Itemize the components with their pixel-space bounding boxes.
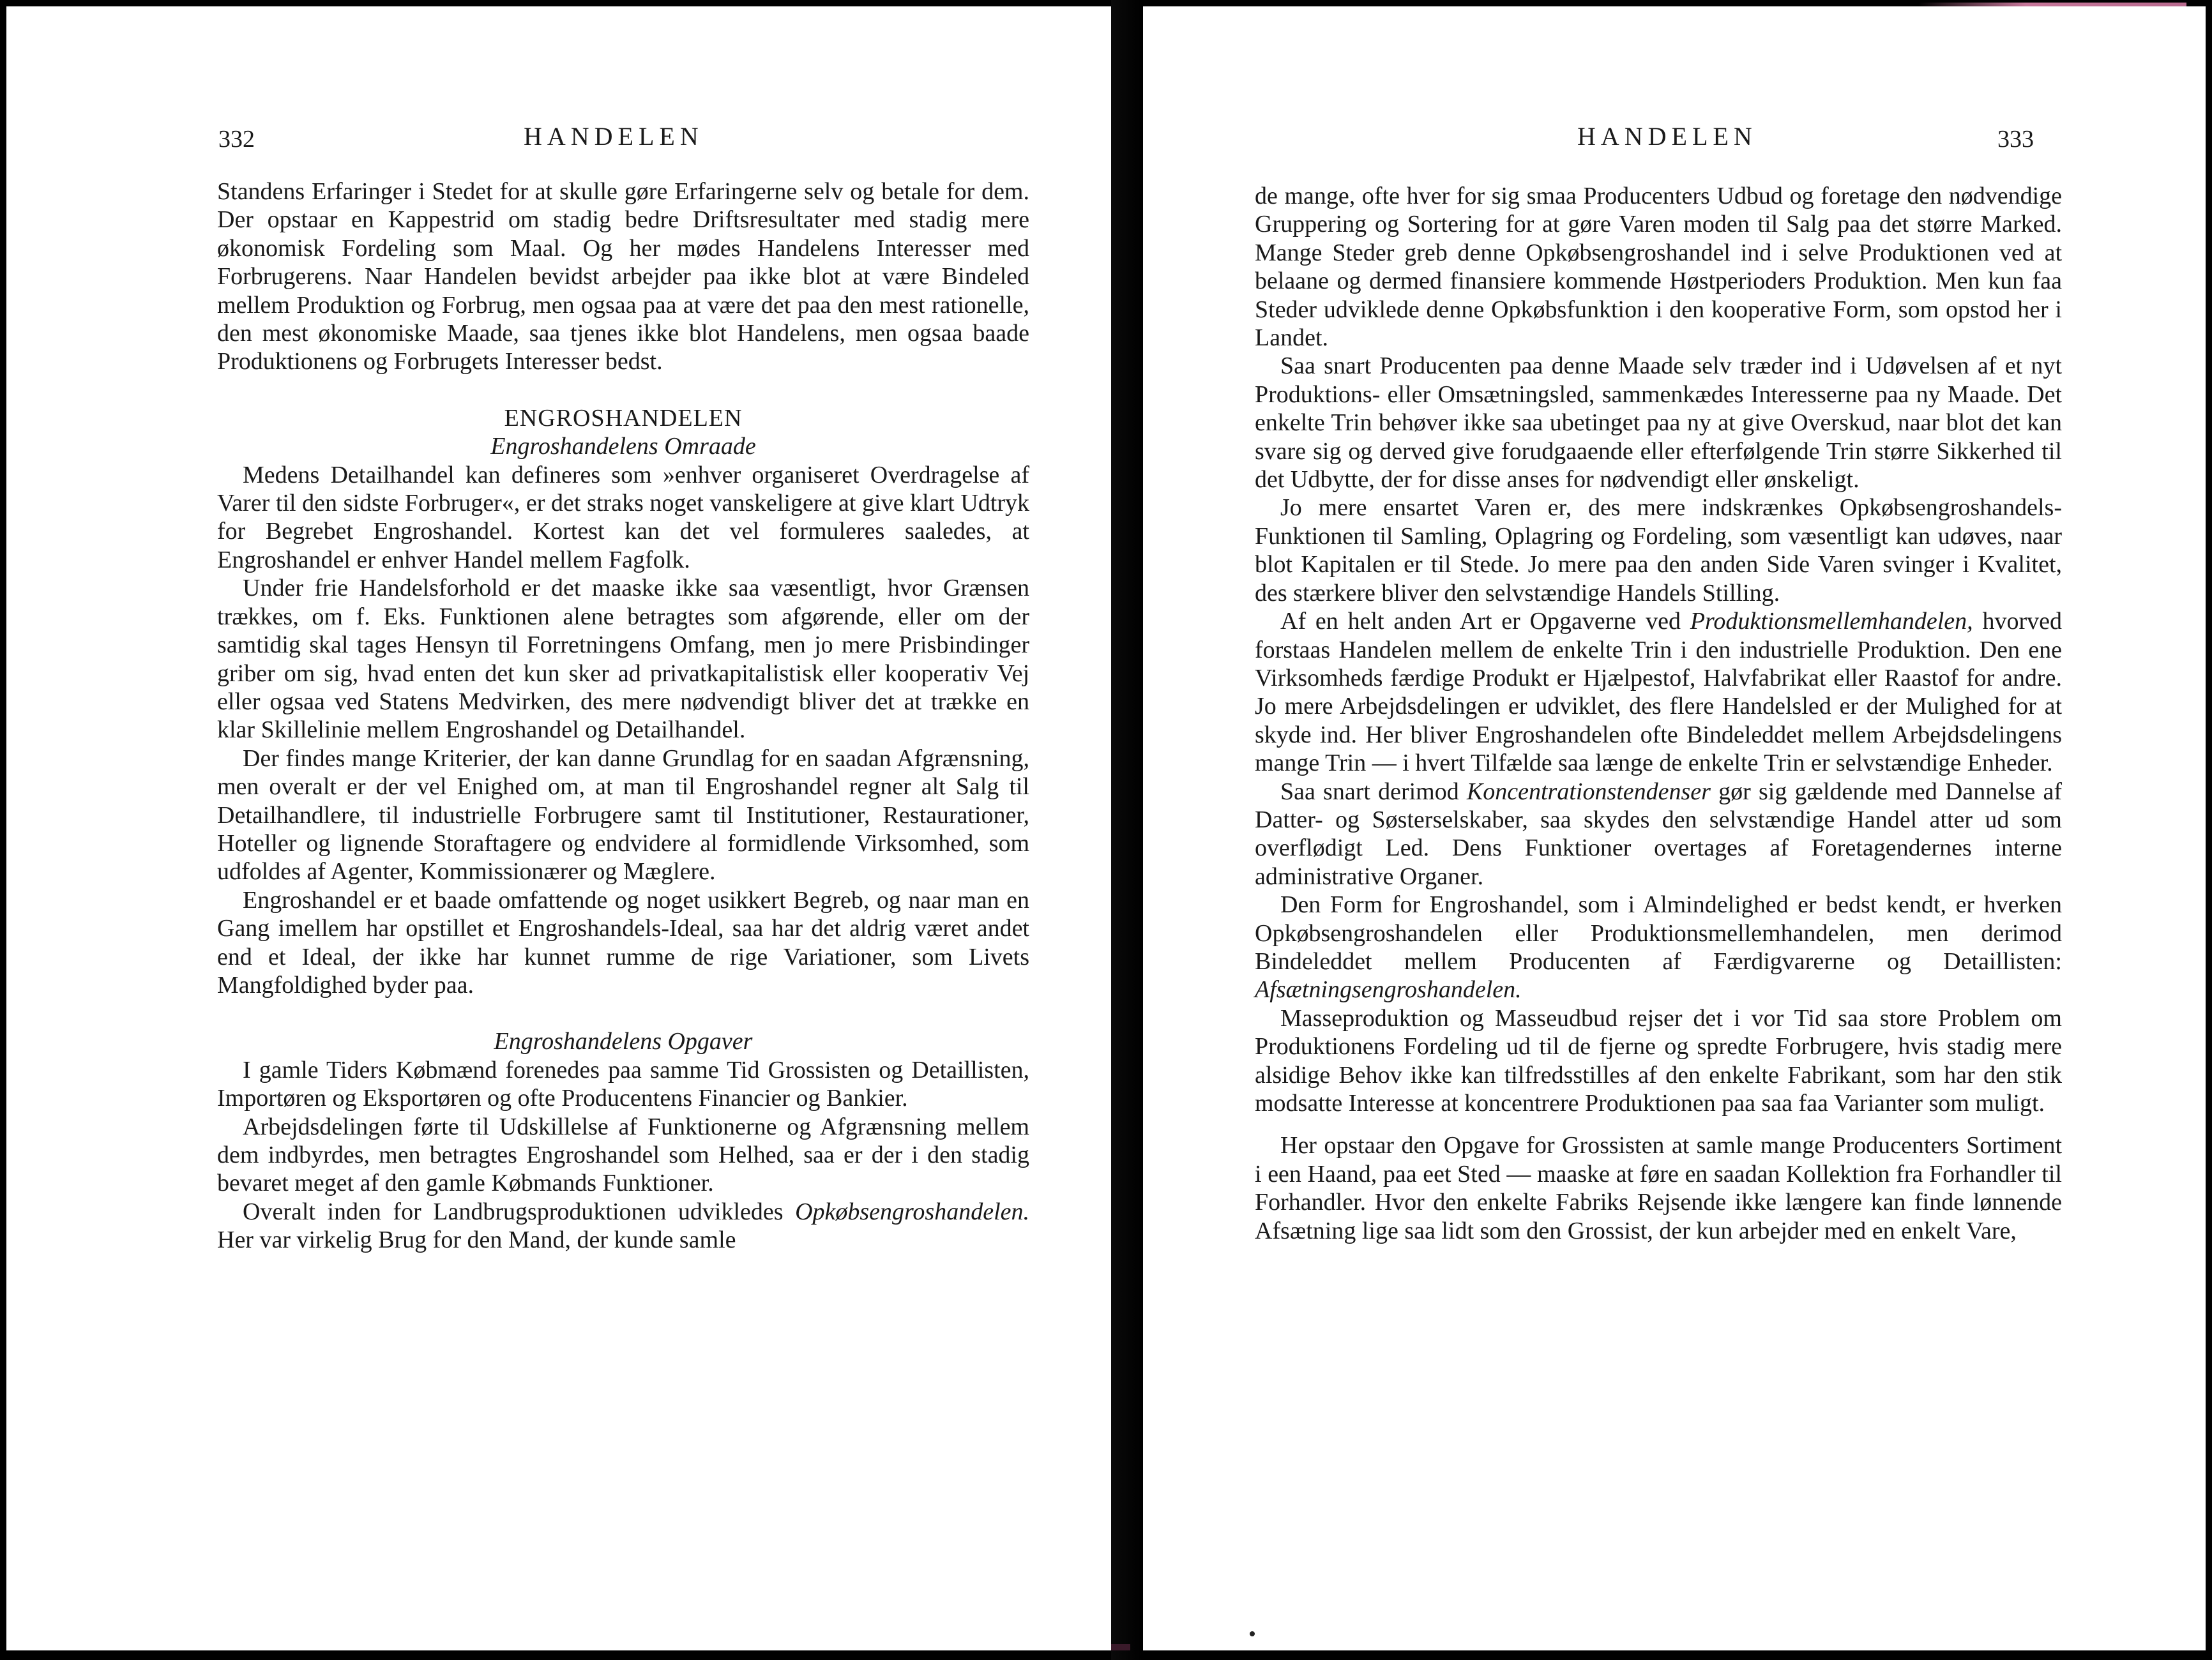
- left-page: [6, 6, 1111, 1650]
- paragraph: Overalt inden for Landbrugsproduktionen udvikledes Opkøbsengroshandelen. Her var virkelig Brug for den Mand, der kunde samle: [217, 1198, 1029, 1254]
- ink-spot: [1250, 1631, 1255, 1636]
- paragraph: Jo mere ensartet Varen er, des mere indskrænkes Opkøbsengroshandels-Funktionen til Samling, Oplagring og Fordeling, som væsentligt kan udøves, naar blot Kapitalen er til Stede. Jo mere paa den anden Side Varen svinger i Kvalitet, des stærkere bliver den selvstændige Handels Stilling.: [1255, 494, 2062, 607]
- page-number: 333: [1997, 126, 2034, 153]
- paragraph: Af en helt anden Art er Opgaverne ved Produktionsmellemhandelen, hvorved forstaas Handelen mellem de enkelte Trin i den industrielle Produktion. Den ene Virksomheds færdige Produkt er Hjælpestof, Halvfabrikat eller Raastof for andre. Jo mere Arbejdsdelingen er udviklet, des flere Handelsled er der Mulighed for at skyde ind. Her bliver Engroshandelen ofte Bindeleddet mellem Arbejdsdelingens mange Trin — i hvert Tilfælde saa længe de enkelte Trin er selvstændige Enheder.: [1255, 608, 2062, 777]
- page-number: 332: [218, 126, 255, 153]
- paragraph: de mange, ofte hver for sig smaa Producenters Udbud og foretage den nødvendige Gruppering og Sortering for at gøre Varen moden til Salg paa det større Marked. Mange Steder greb denne Opkøbsengroshandel ind i selve Produktionen ved at belaane og dermed finansiere kommende Høstperioders Produktion. Men kun faa Steder udviklede denne Opkøbsfunktion i den kooperative Form, som opstod her i Landet.: [1255, 183, 2062, 352]
- subheading: Engroshandelens Opgaver: [494, 1028, 753, 1055]
- section-heading: ENGROSHANDELEN: [504, 404, 743, 432]
- running-head: HANDELEN: [1577, 122, 1757, 151]
- paragraph: Saa snart derimod Koncentrationstendenser gør sig gældende med Dannelse af Datter- og Søsterselskaber, saa skydes den selvstændige Handel atter ud som overflødigt Led. Dens Funktioner overtages af Foretagendernes interne administrative Organer.: [1255, 778, 2062, 890]
- paragraph: Her opstaar den Opgave for Grossisten at samle mange Producenters Sortiment i een Haand, paa eet Sted — maaske at føre en saadan Kollektion fra Forhandler til Forhandler. Hvor den enkelte Fabriks Rejsende ikke længere kan finde lønnende Afsætning lige saa lidt som den Grossist, der kun arbejder med en enkelt Vare,: [1255, 1132, 2062, 1244]
- subheading: Engroshandelens Omraade: [490, 433, 756, 460]
- body-text: [1255, 182, 2062, 1245]
- paragraph: Arbejdsdelingen førte til Udskillelse af Funktionerne og Afgrænsning mellem dem indbyrdes, men betragtes Engroshandel som Helhed, saa er der i den stadig bevaret meget af den gamle Købmands Funktioner.: [217, 1113, 1029, 1197]
- paragraph: Under frie Handelsforhold er det maaske ikke saa væsentligt, hvor Grænsen trækkes, om f. Eks. Funktionen alene betragtes som afgørende, eller om der samtidig skal tages Hensyn til Forretningens Omfang, men jo mere Prisbindinger griber om sig, hvad enten det kun sker ad privatkapitalistisk eller kooperativ Vej eller ogsaa ved Statens Medvirken, des mere nødvendigt bliver det at trække en klar Skillelinie mellem Engroshandel og Detailhandel.: [217, 575, 1029, 744]
- paragraph: I gamle Tiders Købmænd forenedes paa samme Tid Grossisten og Detaillisten, Importøren og Eksportøren og ofte Producentens Financier og Bankier.: [217, 1056, 1029, 1112]
- book-gutter: [1111, 0, 1143, 1660]
- right-page: [1143, 6, 2206, 1650]
- paragraph: Medens Detailhandel kan defineres som »enhver organiseret Overdragelse af Varer til den sidste Forbruger«, er det straks noget vanskeligere at give klart Udtryk for Begrebet Engroshandel. Kortest kan det vel formuleres saaledes, at Engroshandel er enhver Handel mellem Fagfolk.: [217, 461, 1029, 573]
- paragraph: Standens Erfaringer i Stedet for at skulle gøre Erfaringerne selv og betale for dem. Der opstaar en Kappestrid om stadig bedre Driftsresultater med stadig mere økonomisk Fordeling som Maal. Og her mødes Handelens Interesser med Forbrugerens. Naar Handelen bevidst arbejder paa ikke blot at være Bindeled mellem Produktion og Forbrug, men ogsaa paa at være det paa den mest rationelle, den mest økonomiske Maade, saa tjenes ikke blot Handelens, men ogsaa baade Produktionens og Forbrugets Interesser bedst.: [217, 178, 1029, 375]
- body-text: [217, 177, 1029, 1255]
- running-head: HANDELEN: [524, 122, 704, 151]
- paragraph: Den Form for Engroshandel, som i Almindelighed er bedst kendt, er hverken Opkøbsengroshandelen eller Produktionsmellemhandelen, men derimod Bindeleddet mellem Producenten af Færdigvarerne og Detaillisten: Afsætningsengroshandelen.: [1255, 891, 2062, 1004]
- paragraph: Saa snart Producenten paa denne Maade selv træder ind i Udøvelsen af et nyt Produktions- eller Omsætningsled, sammenkædes Interesserne paa ny Maade. Det enkelte Trin behøver ikke saa ubetinget paa ny at give Overskud, naar blot det kan svare sig og derved give forudgaaende eller efterfølgende Trin større Sikkerhed til det Udbytte, der for disse anses for nødvendigt eller ønskeligt.: [1255, 352, 2062, 494]
- paragraph: Engroshandel er et baade omfattende og noget usikkert Begreb, og naar man en Gang imellem har opstillet et Engroshandels-Ideal, saa har det aldrig været andet end et Ideal, der ikke har kunnet rumme de rige Variationer, som Livets Mangfoldighed byder paa.: [217, 886, 1029, 999]
- paragraph: Masseproduktion og Masseudbud rejser det i vor Tid saa store Problem om Produktionens Fordeling ud til de fjerne og spredte Forbrugere, hvis stadig mere alsidige Behov ikke kan tilfredsstilles af den enkelte Fabrikant, som har den stik modsatte Interesse at koncentrere Produktionen paa saa faa Varianter som muligt.: [1255, 1004, 2062, 1117]
- paragraph: Der findes mange Kriterier, der kan danne Grundlag for en saadan Afgrænsning, men overalt er der vel Enighed om, at man til Engroshandel regner alt Salg til Detailhandlere, til industrielle Forbrugere samt til Institutioner, Restaurationer, Hoteller og lignende Storaftagere og endvidere al formidlende Virksomhed, som udfoldes af Agenter, Kommissionærer og Mæglere.: [217, 744, 1029, 886]
